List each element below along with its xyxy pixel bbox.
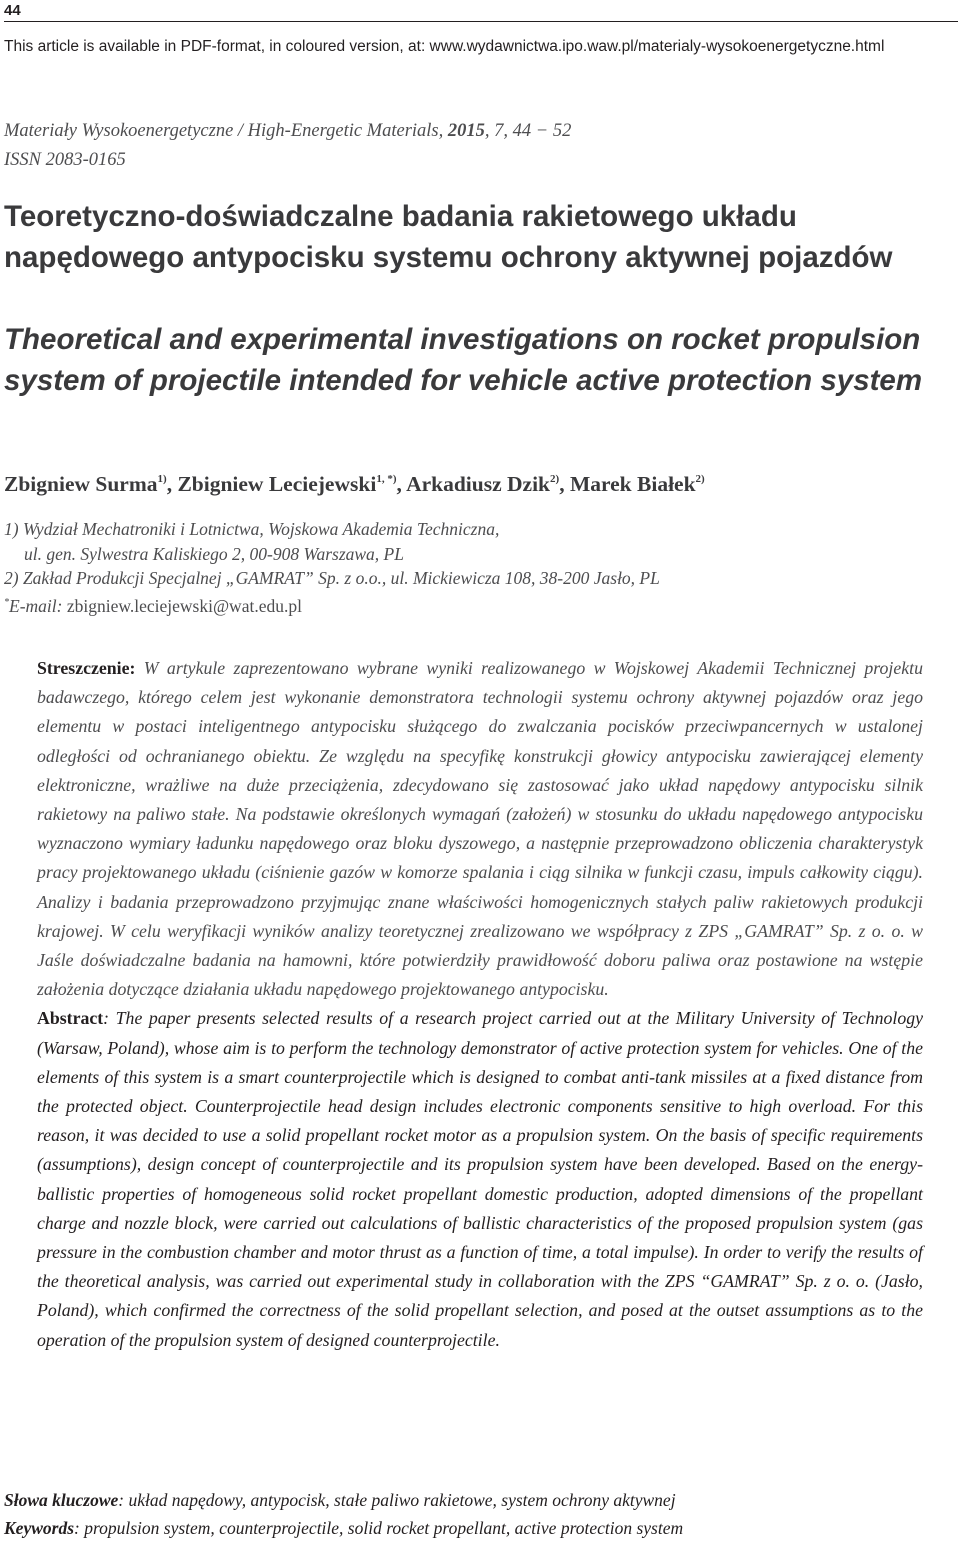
streszczenie-label: Streszczenie: [37,658,136,678]
journal-year: 2015 [447,121,485,141]
affiliation-line: 1) Wydział Mechatroniki i Lotnictwa, Wojskowa Akademia Techniczna, [4,519,500,539]
keywords-english-label: Keywords [4,1518,74,1538]
abstract-polish [37,654,923,1004]
title-english: Theoretical and experimental investigations on rocket propulsion system of projectile intended for vehicle active protection system [4,323,923,397]
author-affiliation-mark: 2) [695,473,705,485]
availability-note: This article is available in PDF-format, in coloured version, at: www.wydawnictwa.ipo.waw.pl/materialy-wysokoenergetyczne.html [4,38,885,55]
affiliations [4,517,944,618]
email-label: E-mail: [9,595,67,616]
author-name: Arkadiusz Dzik [406,472,551,496]
author-name: Marek Białek [569,472,696,496]
journal-issn: ISSN 2083-0165 [4,150,126,170]
abstract-label: Abstract [37,1008,104,1029]
keywords-polish-label: Słowa kluczowe [4,1490,119,1510]
abstract-text: : The paper presents selected results of a research project carried out at the Military University of Technology (Warsaw, Poland), whose aim is to perform the technology demonstrator of active protection system for vehicles. One of the elements of this system is a smart counterprojectile which is designed to combat anti-tank missiles at a fixed distance from the protected object. Counterprojectile head design includes electronic components sensitive to high overload. For this reason, it was decided to use a solid propellant rocket motor as a propulsion system. On the basis of specific requirements (assumptions), design concept of counterprojectile and its propulsion system have been developed. Based on the energy-ballistic properties of homogeneous solid rocket propellant domestic production, adopted dimensions of the propellant charge and nozzle block, were carried out calculations of ballistic characteristics of the proposed propulsion system (gas pressure in the combustion chamber and motor thrust as a function of time, a total impulse). In order to verify the results of the theoretical analysis, was carried out experimental study in collaboration with the ZPS “GAMRAT” Sp. z o. o. (Jasło, Poland), which confirmed the correctness of the solid propellant selection, and posed at the outset assumptions as to the operation of the propulsion system of designed counterprojectile. [37,1008,923,1350]
journal-volume-pages: , 7, 44 − 52 [484,121,572,141]
journal-info [4,117,704,175]
page-number: 44 [4,2,21,19]
affiliation-line: ul. gen. Sylwestra Kaliskiego 2, 00-908 Warszawa, PL [24,543,404,564]
affiliation-line: 2) Zakład Produkcji Specjalnej „GAMRAT” Sp. z o.o., ul. Mickiewicza 108, 38-200 Jasło, PL [4,568,660,588]
keywords-english-text: : propulsion system, counterprojectile, solid rocket propellant, active protection system [74,1518,684,1538]
title-polish: Teoretyczno-doświadczalne badania rakietowego układu napędowego antypocisku systemu ochrony aktywnej pojazdów [4,200,893,274]
email-address[interactable]: zbigniew.leciejewski@wat.edu.pl [66,595,302,616]
author-affiliation-mark: 1, *) [376,473,397,485]
keywords-polish [4,1490,944,1511]
journal-citation [4,117,704,146]
abstract-english [37,1004,923,1354]
author-name: Zbigniew Surma [4,472,158,496]
journal-name: Materiały Wysokoenergetyczne / High-Energetic Materials, [4,121,448,141]
author-affiliation-mark: 2) [550,473,560,485]
header-rule [4,21,958,22]
abstract-section [37,654,923,1355]
author-name: Zbigniew Leciejewski [177,472,377,496]
email-mark: * [4,596,9,608]
email-line [4,591,944,619]
author-list: Zbigniew Surma$^{1)}$, Zbigniew Leciejewski$^{1, *)}$, Arkadiusz Dzik$^{2)}$, Marek Białek$^{2)}$ [4,472,705,496]
keywords-english [4,1518,944,1539]
keywords-polish-text: : układ napędowy, antypocisk, stałe paliwo rakietowe, system ochrony aktywnej [118,1490,676,1510]
streszczenie-text: W artykule zaprezentowano wybrane wyniki realizowanego w Wojskowej Akademii Technicznej projektu badawczego, którego celem jest wykonanie demonstratora technologii systemu ochrony aktywnej pojazdów oraz jego elementu w postaci inteligentnego antypocisku służącego do zwalczania pocisków przeciwpancernych w ustalonej odległości od ochranianego obiektu. Ze względu na specyfikę konstrukcji głowicy antypocisku zawierającej elementy elektroniczne, wrażliwe na duże przeciążenia, zdecydowano się zastosować jako układ napędowy antypocisku silnik rakietowy na paliwo stałe. Na podstawie określonych wymagań (założeń) w stosunku do układu napędowego antypocisku wyznaczono wymiary ładunku napędowego oraz bloku dyszowego, a następnie przeprowadzono obliczenia charakterystyk pracy projektowanego układu (ciśnienie gazów w komorze spalania i ciąg silnika w funkcji czasu, impuls całkowity ciągu). Analizy i badania przeprowadzono przyjmując znane właściwości homogenicznych stałych paliw rakietowych produkcji krajowej. W celu weryfikacji wyników analizy teoretycznej zrealizowano we współpracy z ZPS „GAMRAT” Sp. z o. o. w Jaśle doświadczalne badania na hamowni, które potwierdziły prawidłowość doboru paliwa oraz postawione na wstępie założenia dotyczące działania układu napędowego projektowanego antypocisku. [37,658,923,1000]
author-affiliation-mark: 1) [157,473,167,485]
